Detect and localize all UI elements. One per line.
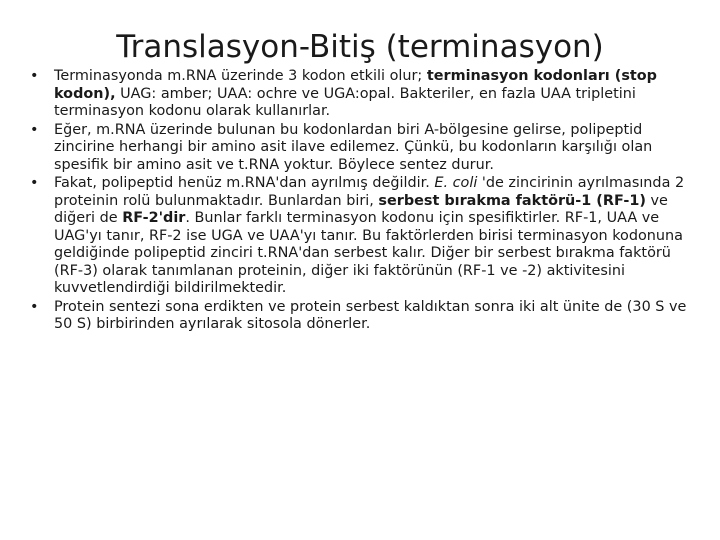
text-segment: RF-2'dir <box>122 210 186 226</box>
text-segment: 'de zincirinin ayrılmasında 2 proteinin rolü bulunmaktadır. Bunlardan biri, <box>54 175 685 209</box>
bullet-dot-icon: • <box>30 298 39 315</box>
slide-title: Translasyon-Bitiş (terminasyon) <box>116 29 604 65</box>
bullet-dot-icon: • <box>30 175 39 191</box>
bullet-item <box>30 68 690 121</box>
text-segment: UAG: amber; UAA: ochre ve UGA:opal. Bakteriler, en fazla UAA tripletini terminasyon kodonu olarak kullanırlar. <box>54 85 636 119</box>
bullet-text <box>54 68 657 119</box>
text-segment: Terminasyonda m.RNA üzerinde 3 kodon etkili olur; <box>54 68 427 84</box>
text-segment: Protein sentezi sona erdikten ve protein serbest kaldıktan sonra iki alt ünite de (30 S ve 50 S) birbirinden ayrılarak sitosola dönerler. <box>54 298 687 332</box>
text-segment: . Bunlar farklı terminasyon kodonu için spesifiktirler. RF-1, UAA ve UAG'yı tanır, RF-2 ise UGA ve UAA'yı tanır. Bu faktörlerden birisi terminasyon kodonuna geldiğinde polipeptid zinciri t.RNA'dan serbest kalır. Diğer bir serbest bırakma faktörü (RF-3) olarak tanımlanan proteinin, diğer iki faktörünün (RF-1 ve -2) aktivitesini kuvvetlendirdiği bildirilmektedir. <box>54 210 683 296</box>
text-segment: serbest bırakma faktörü-1 (RF-1) <box>378 192 646 209</box>
text-segment: Fakat, polipeptid henüz m.RNA'dan ayrılmış değildir. <box>54 175 435 191</box>
text-segment: terminasyon kodonları (stop kodon), <box>54 68 657 102</box>
bullet-text <box>54 175 684 296</box>
bullet-list <box>30 68 690 335</box>
bullet-text <box>54 122 652 173</box>
bullet-dot-icon: • <box>30 121 39 138</box>
text-segment: Eğer, m.RNA üzerinde bulunan bu kodonlardan biri A-bölgesine gelirse, polipeptid zincirine herhangi bir amino asit ilave edilemez. Çünkü, bu kodonların karşılığı olan spesifik bir amino asit ve t.RNA yoktur. Böylece sentez durur. <box>54 121 653 173</box>
text-segment: E. coli <box>434 175 478 191</box>
bullet-text <box>54 299 686 333</box>
text-segment: ve diğeri de <box>54 192 668 226</box>
bullet-item <box>30 175 690 298</box>
bullet-dot-icon: • <box>30 68 39 84</box>
bullet-item <box>30 122 690 175</box>
bullet-item <box>30 299 690 334</box>
